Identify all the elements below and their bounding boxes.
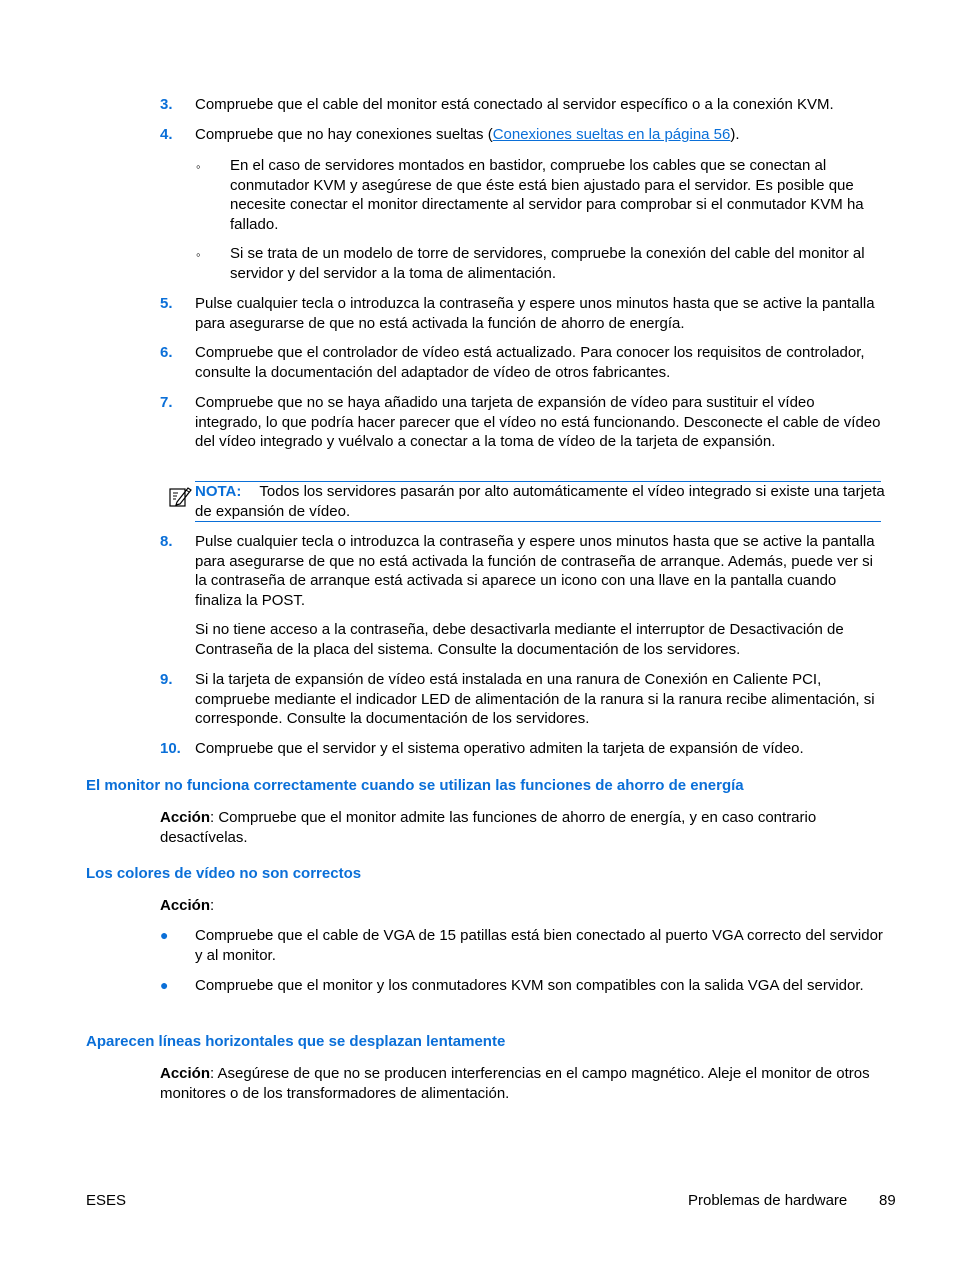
footer-section: Problemas de hardware (688, 1192, 848, 1209)
step-text-post: ). (730, 126, 740, 143)
footer-locale: ESES (86, 1192, 127, 1209)
step-number: 7. (160, 394, 173, 411)
step-number: 3. (160, 96, 173, 113)
action-paragraph (160, 896, 885, 916)
section-heading: Los colores de vídeo no son correctos (86, 865, 362, 882)
bullet-marker: ● (160, 927, 169, 943)
step-text: Compruebe que no se haya añadido una tarjeta de expansión de vídeo para sustituir el vídeo integrado, lo que podría hacer parecer que el vídeo no está funcionando. Desconecte el cable de vídeo del vídeo integrado y vuélvalo a conectar a la toma de vídeo de la tarjeta de expansión. (195, 394, 881, 450)
step-text: Pulse cualquier tecla o introduzca la contraseña y espere unos minutos hasta que se active la pantalla para asegurarse de que no está activada la función de ahorro de energía. (195, 295, 875, 332)
bullet-marker: ● (160, 977, 169, 993)
step-number: 9. (160, 671, 173, 688)
action-text: : Asegúrese de que no se producen interferencias en el campo magnético. Aleje el monitor de otros monitores o de los transformadores de alimentación. (160, 1065, 870, 1102)
action-label: Acción (160, 1065, 211, 1082)
step-number: 6. (160, 344, 173, 361)
step-number: 4. (160, 126, 173, 143)
sub-bullet-text: En el caso de servidores montados en bastidor, compruebe los cables que se conectan al conmutador KVM y asegúrese de que éste está bien ajustado para el servidor. Es posible que necesite conectar el monitor directamente al servidor para comprobar si el conmutador KVM ha fallado. (230, 157, 864, 233)
note-label: NOTA: (195, 483, 242, 500)
note-icon (168, 484, 192, 508)
step-number: 5. (160, 295, 173, 312)
bullet-text: Compruebe que el monitor y los conmutadores KVM son compatibles con la salida VGA del servidor. (195, 977, 864, 994)
step-text: Pulse cualquier tecla o introduzca la contraseña y espere unos minutos hasta que se active la pantalla para asegurarse de que no está activada la función de contraseña de arranque. Además, puede ver si la contraseña de arranque está activada si aparece un icono con una llave en la pantalla cuando finaliza la POST. (195, 533, 875, 609)
step-text: Compruebe que el cable del monitor está conectado al servidor específico o a la conexión KVM. (195, 96, 834, 113)
step-text: Si la tarjeta de expansión de vídeo está instalada en una ranura de Conexión en Caliente PCI, compruebe mediante el indicador LED de alimentación de la ranura si la ranura recibe alimentación, si corresponde. Consulte la documentación de los servidores. (195, 671, 875, 727)
action-label: Acción (160, 809, 211, 826)
bullet-text: Compruebe que el cable de VGA de 15 patillas está bien conectado al puerto VGA correcto del servidor y al monitor. (195, 927, 883, 964)
step-text: Compruebe que el controlador de vídeo está actualizado. Para conocer los requisitos de controlador, consulte la documentación del adaptador de vídeo de otros fabricantes. (195, 344, 865, 381)
note-body: Todos los servidores pasarán por alto automáticamente el vídeo integrado si existe una tarjeta de expansión de vídeo. (195, 483, 885, 520)
step-number: 10. (160, 740, 181, 757)
step-text-pre: Compruebe que no hay conexiones sueltas ( (195, 126, 493, 143)
action-text: : (210, 897, 215, 914)
section-heading: Aparecen líneas horizontales que se desplazan lentamente (86, 1033, 506, 1050)
action-text: : Compruebe que el monitor admite las funciones de ahorro de energía, y en caso contrario desactívelas. (160, 809, 817, 846)
step-text: Compruebe que el servidor y el sistema operativo admiten la tarjeta de expansión de vídeo. (195, 740, 804, 757)
sub-bullet-marker: ◦ (196, 159, 201, 174)
page-number: 89 (879, 1192, 896, 1209)
step-extra-paragraph: Si no tiene acceso a la contraseña, debe desactivarla mediante el interruptor de Desactivación de Contraseña de la placa del sistema. Consulte la documentación de los servidores. (195, 621, 844, 658)
sub-bullet-marker: ◦ (196, 247, 201, 262)
sub-bullet-text: Si se trata de un modelo de torre de servidores, compruebe la conexión del cable del monitor al servidor y del servidor a la toma de alimentación. (230, 245, 865, 282)
step-number: 8. (160, 533, 173, 550)
action-paragraph (160, 1064, 885, 1103)
section-heading: El monitor no funciona correctamente cuando se utilizan las funciones de ahorro de energía (86, 777, 744, 794)
step-text (195, 125, 885, 145)
cross-reference-link[interactable]: Conexiones sueltas en la página 56 (492, 126, 731, 143)
action-label: Acción (160, 897, 211, 914)
note-text (195, 482, 885, 521)
action-paragraph (160, 808, 885, 847)
